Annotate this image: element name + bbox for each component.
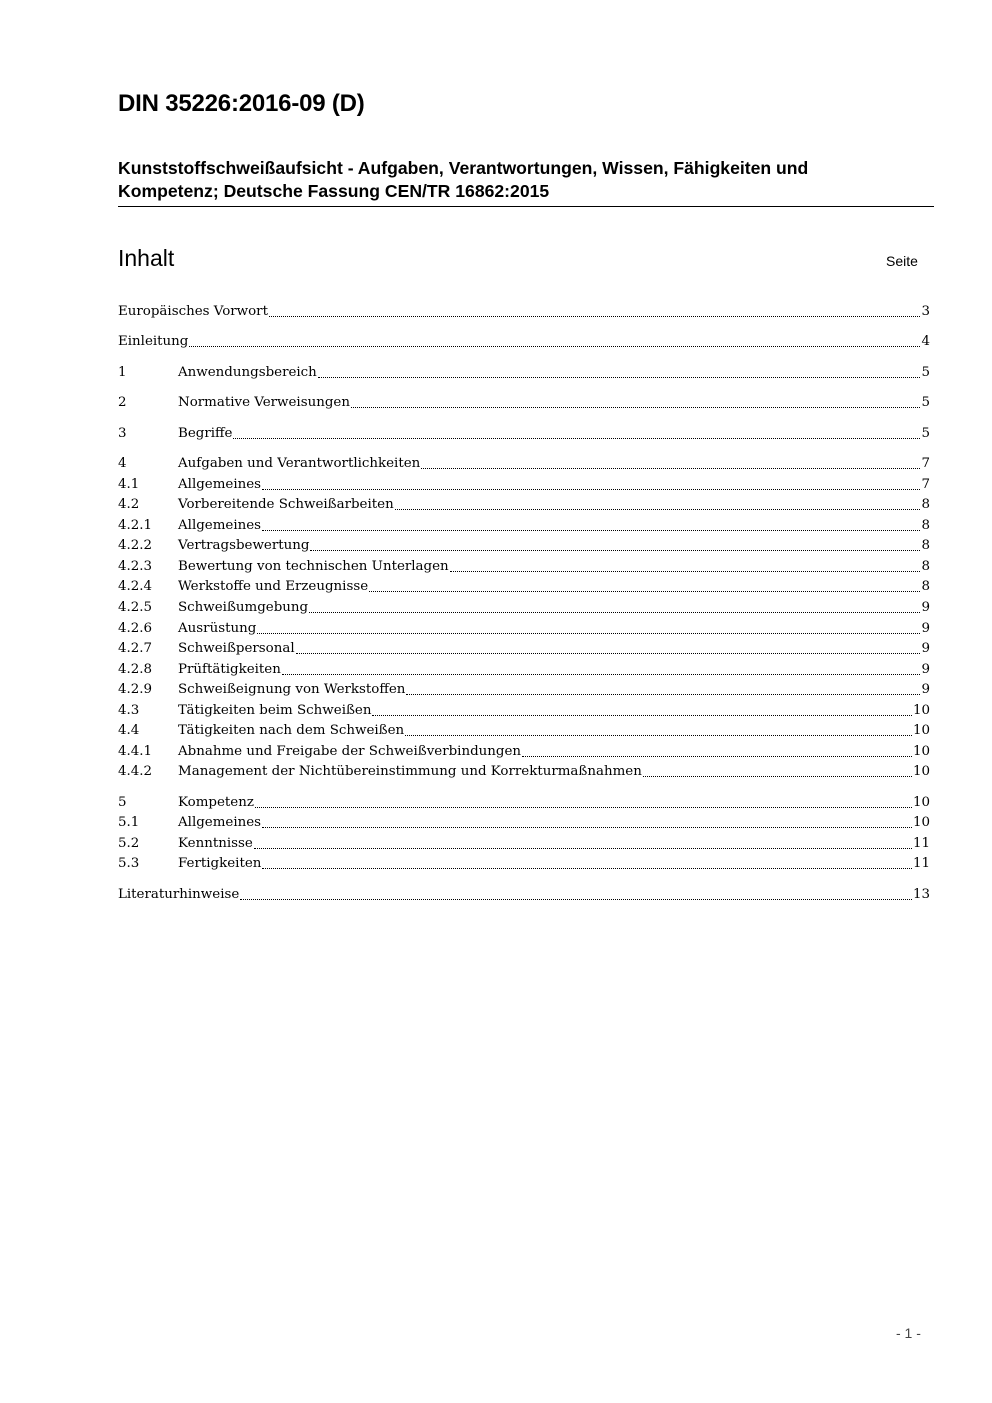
toc-entry-title: Prüftätigkeiten [178,662,281,677]
toc-entry-title: Werkstoffe und Erzeugnisse [178,579,369,594]
toc-entry-number: 2 [118,395,127,410]
toc-entry[interactable] [118,680,930,700]
toc-entry-title: Kenntnisse [178,836,253,851]
toc-entry[interactable] [118,557,930,577]
toc-entry-number: 4.2.5 [118,600,153,615]
toc-entry[interactable] [118,302,930,322]
toc-dot-leader [282,674,921,675]
toc-entry-page: 8 [921,559,930,574]
toc-entry[interactable] [118,393,930,413]
toc-entry-title: Vorbereitende Schweißarbeiten [178,497,394,512]
toc-entry[interactable] [118,363,930,383]
toc-entry-number: 4 [118,456,127,471]
toc-entry-page: 10 [912,744,930,759]
toc-dot-leader [269,316,921,317]
subtitle-line-1: Kunststoffschweißaufsicht - Aufgaben, Verantwortungen, Wissen, Fähigkeiten und [118,158,809,178]
toc-entry-number: 4.2.2 [118,538,153,553]
toc-entry[interactable] [118,332,930,352]
toc-entry[interactable] [118,854,930,874]
toc-entry-title: Fertigkeiten [178,856,262,871]
toc-entry-title: Anwendungsbereich [178,365,317,380]
toc-entry-page: 8 [921,538,930,553]
toc-entry-title: Schweißpersonal [178,641,295,656]
toc-dot-leader [450,571,921,572]
toc-entry-page: 10 [912,723,930,738]
toc-dot-leader [310,550,920,551]
toc-entry[interactable] [118,742,930,762]
toc-entry-title: Management der Nichtübereinstimmung und Korrekturmaßnahmen [178,764,642,779]
document-title: DIN 35226:2016-09 (D) [118,90,365,117]
toc-entry[interactable] [118,701,930,721]
toc-heading: Inhalt [118,245,175,271]
toc-entry-title: Aufgaben und Verantwortlichkeiten [178,456,421,471]
toc-dot-leader [395,509,921,510]
toc-entry-page: 11 [912,856,930,871]
toc-entry[interactable] [118,793,930,813]
toc-entry-number: 4.4.1 [118,744,153,759]
toc-entry[interactable] [118,762,930,782]
toc-entry[interactable] [118,536,930,556]
toc-dot-leader [309,612,920,613]
page-number: - 1 - [896,1325,921,1341]
toc-entry-page: 9 [921,682,930,697]
toc-dot-leader [233,438,920,439]
toc-entry[interactable] [118,577,930,597]
toc-page-column-label: Seite [886,253,918,269]
toc-entry-page: 11 [912,836,930,851]
toc-entry-page: 7 [921,456,930,471]
toc-entry[interactable] [118,495,930,515]
toc-entry-title: Einleitung [118,334,189,349]
toc-entry-page: 9 [921,641,930,656]
toc-entry-title: Ausrüstung [178,621,257,636]
toc-entry-title: Allgemeines [178,477,262,492]
toc-dot-leader [406,694,920,695]
toc-entry-page: 8 [921,579,930,594]
toc-dot-leader [257,633,920,634]
toc-entry-page: 10 [912,795,930,810]
toc-dot-leader [296,653,921,654]
toc-entry-number: 4.2.7 [118,641,153,656]
toc-dot-leader [522,756,912,757]
toc-entry-page: 10 [912,815,930,830]
toc-dot-leader [240,899,912,900]
toc-entry-page: 9 [921,600,930,615]
toc-entry-page: 9 [921,621,930,636]
toc-dot-leader [369,591,920,592]
toc-dot-leader [405,735,912,736]
toc-entry-title: Kompetenz [178,795,254,810]
toc-entry-page: 4 [921,334,930,349]
toc-entry-page: 5 [921,395,930,410]
subtitle-line-2: Kompetenz; Deutsche Fassung CEN/TR 16862:2015 [118,181,550,201]
toc-entry[interactable] [118,721,930,741]
toc-entry[interactable] [118,660,930,680]
toc-entry-title: Europäisches Vorwort [118,304,268,319]
toc-entry-title: Literaturhinweise [118,887,240,902]
document-subtitle [118,157,934,207]
toc-entry[interactable] [118,813,930,833]
toc-dot-leader [189,346,920,347]
toc-entry-number: 1 [118,365,127,380]
toc-entry-number: 5 [118,795,127,810]
toc-entry[interactable] [118,619,930,639]
toc-entry-title: Allgemeines [178,815,262,830]
toc-entry-number: 4.2.4 [118,579,153,594]
toc-entry-title: Tätigkeiten beim Schweißen [178,703,372,718]
toc-entry-number: 4.2 [118,497,140,512]
toc-entry-page: 5 [921,426,930,441]
toc-entry[interactable] [118,454,930,474]
toc-entry-number: 4.2.1 [118,518,153,533]
toc-entry-page: 3 [921,304,930,319]
toc-entry-number: 4.2.3 [118,559,153,574]
toc-entry[interactable] [118,639,930,659]
toc-entry-title: Schweißeignung von Werkstoffen [178,682,406,697]
toc-dot-leader [262,489,920,490]
toc-entry[interactable] [118,516,930,536]
toc-entry-number: 5.1 [118,815,140,830]
toc-entry-title: Bewertung von technischen Unterlagen [178,559,449,574]
toc-entry-number: 4.1 [118,477,140,492]
toc-dot-leader [318,377,921,378]
toc-dot-leader [255,807,912,808]
toc-entry-page: 10 [912,703,930,718]
toc-entry[interactable] [118,834,930,854]
toc-entry-title: Normative Verweisungen [178,395,350,410]
toc-dot-leader [262,827,912,828]
toc-entry-title: Tätigkeiten nach dem Schweißen [178,723,405,738]
toc-entry-page: 13 [912,887,930,902]
toc-entry[interactable] [118,475,930,495]
toc-entry-number: 4.2.6 [118,621,153,636]
toc-entry-number: 4.3 [118,703,140,718]
toc-entry-number: 5.2 [118,836,140,851]
toc-entry-page: 10 [912,764,930,779]
toc-dot-leader [351,407,921,408]
toc-entry-page: 8 [921,518,930,533]
toc-entry-number: 3 [118,426,127,441]
toc-entry[interactable] [118,598,930,618]
toc-entry-number: 4.2.8 [118,662,153,677]
toc-dot-leader [262,868,912,869]
toc-entry-number: 4.4 [118,723,140,738]
toc-entry[interactable] [118,424,930,444]
toc-dot-leader [421,468,920,469]
toc-dot-leader [643,776,912,777]
toc-entry-number: 5.3 [118,856,140,871]
toc-entry-title: Abnahme und Freigabe der Schweißverbindungen [178,744,522,759]
toc-entry-title: Vertragsbewertung [178,538,310,553]
toc-entry-page: 8 [921,497,930,512]
toc-dot-leader [262,530,920,531]
toc-dot-leader [372,715,911,716]
toc-entry-page: 5 [921,365,930,380]
toc-entry-title: Schweißumgebung [178,600,309,615]
toc-entry-title: Begriffe [178,426,233,441]
toc-entry-page: 7 [921,477,930,492]
toc-entry-title: Allgemeines [178,518,262,533]
toc-dot-leader [254,848,912,849]
toc-entry[interactable] [118,885,930,905]
toc-entry-page: 9 [921,662,930,677]
toc-entry-number: 4.4.2 [118,764,153,779]
toc-entry-number: 4.2.9 [118,682,153,697]
